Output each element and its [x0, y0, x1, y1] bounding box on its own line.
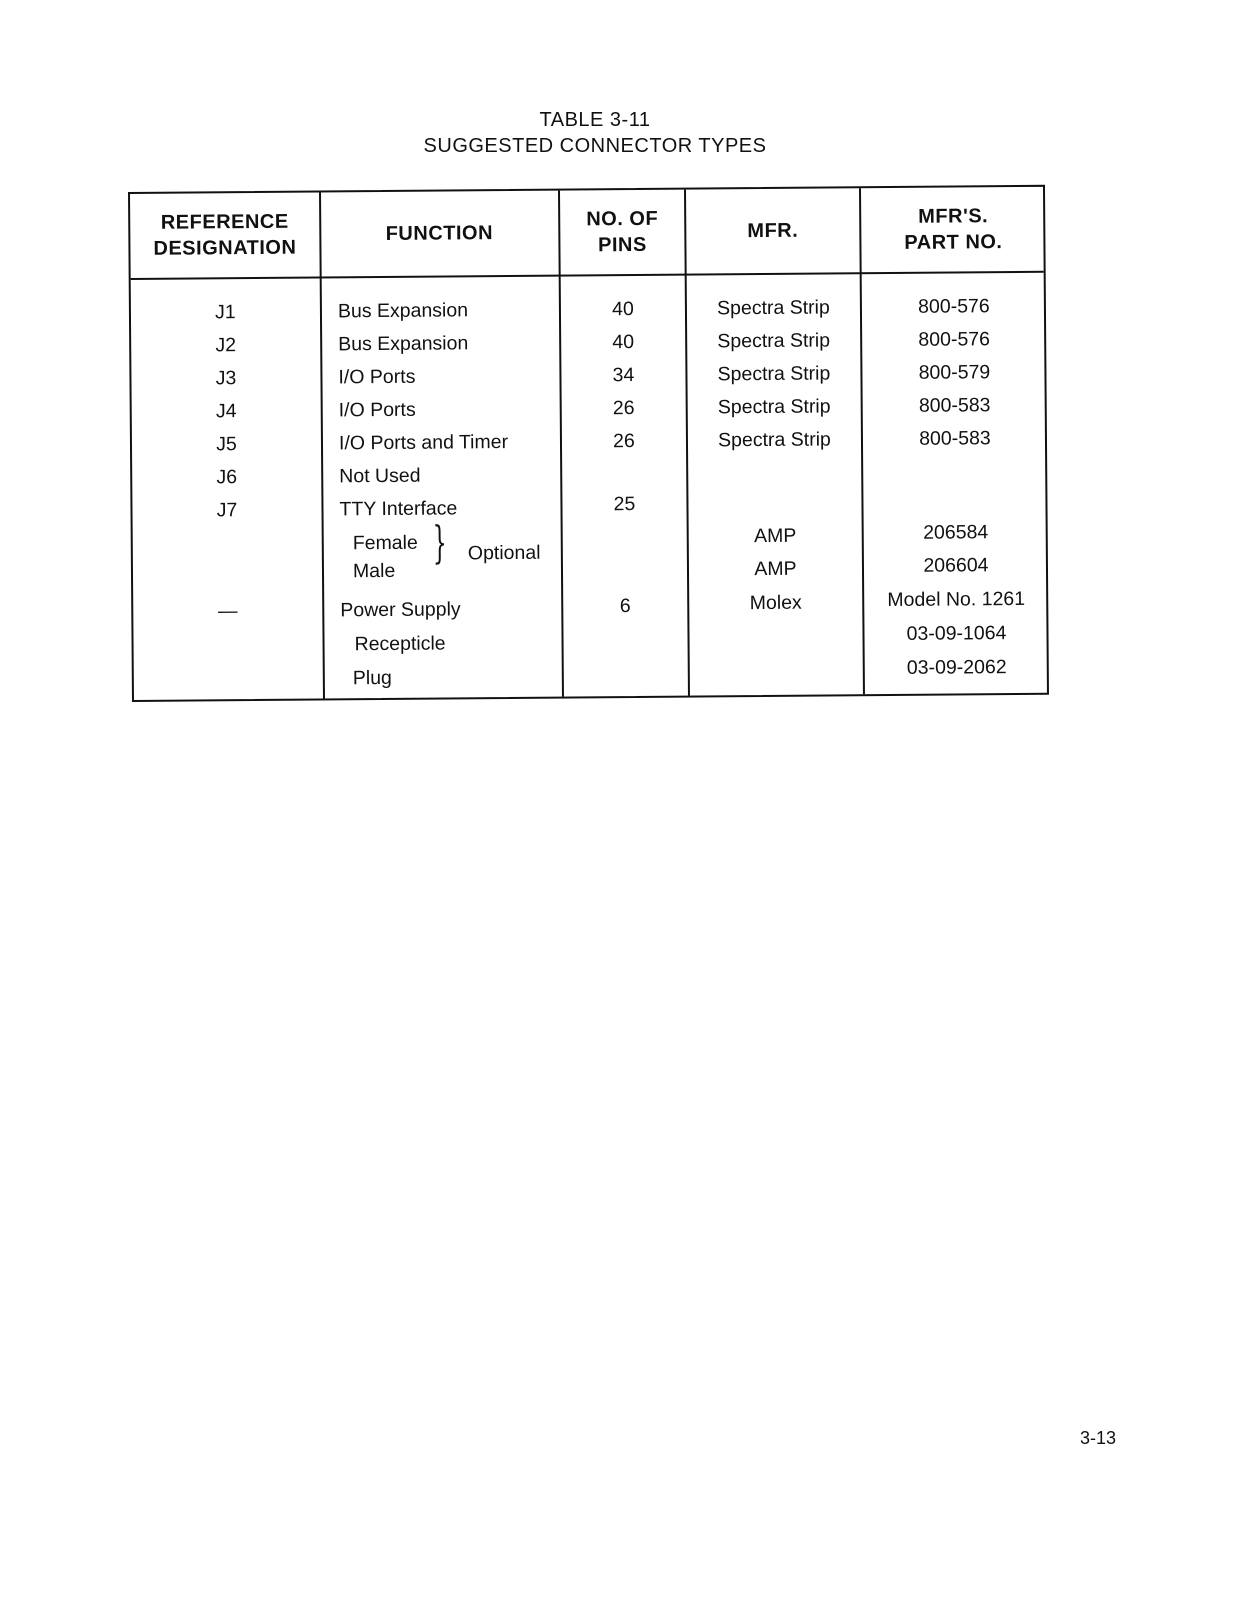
header-part-no: MFR'S. PART NO. [904, 205, 1003, 254]
table-title: SUGGESTED CONNECTOR TYPES [423, 135, 767, 157]
ref-designation: — [217, 600, 238, 623]
function-cell: Not Used [339, 464, 421, 488]
option-male-label: Male [352, 559, 396, 583]
header-mfr: MFR. [747, 219, 799, 243]
ref-designation: J2 [215, 334, 237, 357]
pins-cell: 34 [612, 364, 635, 387]
function-cell: Bus Expansion [337, 299, 469, 323]
function-cell: I/O Ports [338, 365, 416, 389]
option-female-label: Female [352, 531, 418, 555]
pins-cell: 40 [612, 331, 635, 354]
ref-designation: J1 [215, 301, 236, 324]
ref-designation: J6 [216, 466, 238, 489]
function-cell: Power Supply [340, 598, 461, 622]
ref-designation: J5 [216, 433, 237, 456]
part-no-cell: 800-576 [918, 295, 990, 318]
header-function: FUNCTION [385, 222, 494, 245]
pins-cell: 25 [613, 493, 636, 516]
part-no-cell: 800-583 [919, 427, 991, 450]
mfr-cell: Spectra Strip [718, 428, 831, 452]
part-no-cell: 03-09-2062 [906, 656, 1007, 679]
mfr-cell: Spectra Strip [717, 329, 831, 353]
function-cell: I/O Ports [338, 398, 416, 422]
mfr-cell: Spectra Strip [717, 395, 831, 419]
function-cell: TTY Interface [339, 497, 458, 521]
pins-cell: 40 [611, 298, 634, 321]
part-no-cell: 800-583 [918, 394, 991, 417]
header-no-of-pins: NO. OF PINS [586, 207, 659, 257]
function-cell: Plug [352, 666, 392, 690]
header-reference-designation: REFERENCE DESIGNATION [153, 210, 297, 260]
part-no-cell: 03-09-1064 [906, 622, 1007, 645]
function-cell: Recepticle [354, 632, 446, 656]
part-no-cell: 206604 [923, 554, 989, 577]
connector-table [128, 185, 1049, 702]
table-number: TABLE 3-11 [539, 109, 651, 131]
optional-note: Optional [467, 541, 541, 565]
part-no-cell: 800-576 [918, 328, 991, 351]
part-no-cell: Model No. 1261 [887, 587, 1026, 612]
function-cell: I/O Ports and Timer [338, 431, 509, 455]
mfr-cell: AMP [753, 524, 797, 548]
brace-icon: } [432, 517, 447, 569]
pins-cell: 26 [613, 430, 635, 453]
mfr-cell: Spectra Strip [716, 296, 830, 320]
ref-designation: J7 [216, 499, 238, 522]
mfr-cell: AMP [754, 557, 797, 581]
mfr-cell: Spectra Strip [717, 362, 831, 386]
function-cell: Bus Expansion [338, 332, 469, 356]
mfr-cell: Molex [749, 591, 802, 615]
part-no-cell: 206584 [923, 521, 989, 544]
ref-designation: J3 [215, 367, 237, 390]
pins-cell: 26 [612, 397, 635, 420]
part-no-cell: 800-579 [918, 361, 991, 384]
page-number: 3-13 [1080, 1428, 1117, 1448]
ref-designation: J4 [215, 400, 237, 423]
pins-cell: 6 [619, 595, 631, 618]
